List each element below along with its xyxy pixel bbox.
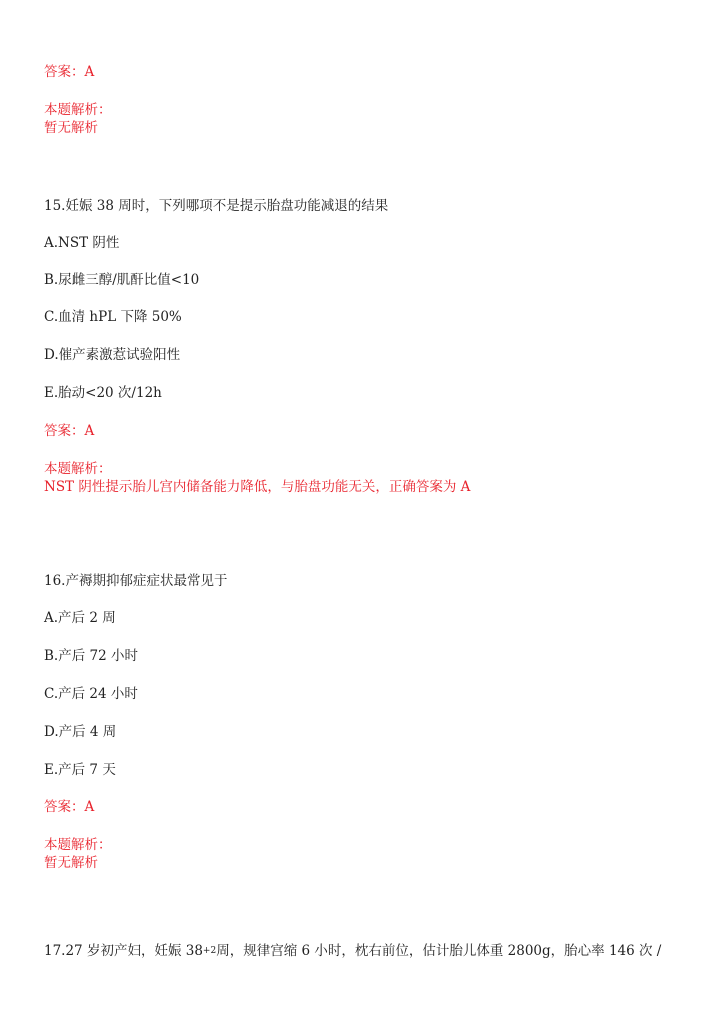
answer-line: 答案：A bbox=[44, 64, 95, 80]
analysis-text: NST 阴性提示胎儿宫内储备能力降低，与胎盘功能无关，正确答案为 A bbox=[44, 479, 471, 495]
analysis-text: 暂无解析 bbox=[44, 120, 98, 136]
question-stem bbox=[44, 942, 661, 962]
superscript: +2 bbox=[202, 946, 217, 956]
option-b: B.产后 72 小时 bbox=[44, 648, 138, 664]
option-d: D.催产素激惹试验阳性 bbox=[44, 347, 181, 363]
option-c: C.产后 24 小时 bbox=[44, 686, 138, 702]
answer-line: 答案：A bbox=[44, 799, 95, 815]
question-stem: 16.产褥期抑郁症症状最常见于 bbox=[44, 573, 228, 589]
option-c: C.血清 hPL 下降 50% bbox=[44, 309, 182, 325]
question-stem-part: 17.27 岁初产妇，妊娠 38 bbox=[44, 943, 203, 959]
option-e: E.产后 7 天 bbox=[44, 762, 116, 778]
option-b: B.尿雌三醇/肌酐比值<10 bbox=[44, 272, 200, 288]
analysis-label: 本题解析： bbox=[44, 461, 112, 477]
question-stem: 15.妊娠 38 周时，下列哪项不是提示胎盘功能减退的结果 bbox=[44, 198, 389, 214]
analysis-text: 暂无解析 bbox=[44, 855, 98, 871]
option-a: A.NST 阴性 bbox=[44, 235, 120, 251]
option-e: E.胎动<20 次/12h bbox=[44, 385, 162, 401]
option-d: D.产后 4 周 bbox=[44, 724, 117, 740]
analysis-label: 本题解析： bbox=[44, 102, 112, 118]
answer-line: 答案：A bbox=[44, 423, 95, 439]
question-stem-part: 周，规律宫缩 6 小时，枕右前位，估计胎儿体重 2800g，胎心率 146 次 / bbox=[216, 943, 662, 959]
analysis-label: 本题解析： bbox=[44, 837, 112, 853]
option-a: A.产后 2 周 bbox=[44, 610, 116, 626]
